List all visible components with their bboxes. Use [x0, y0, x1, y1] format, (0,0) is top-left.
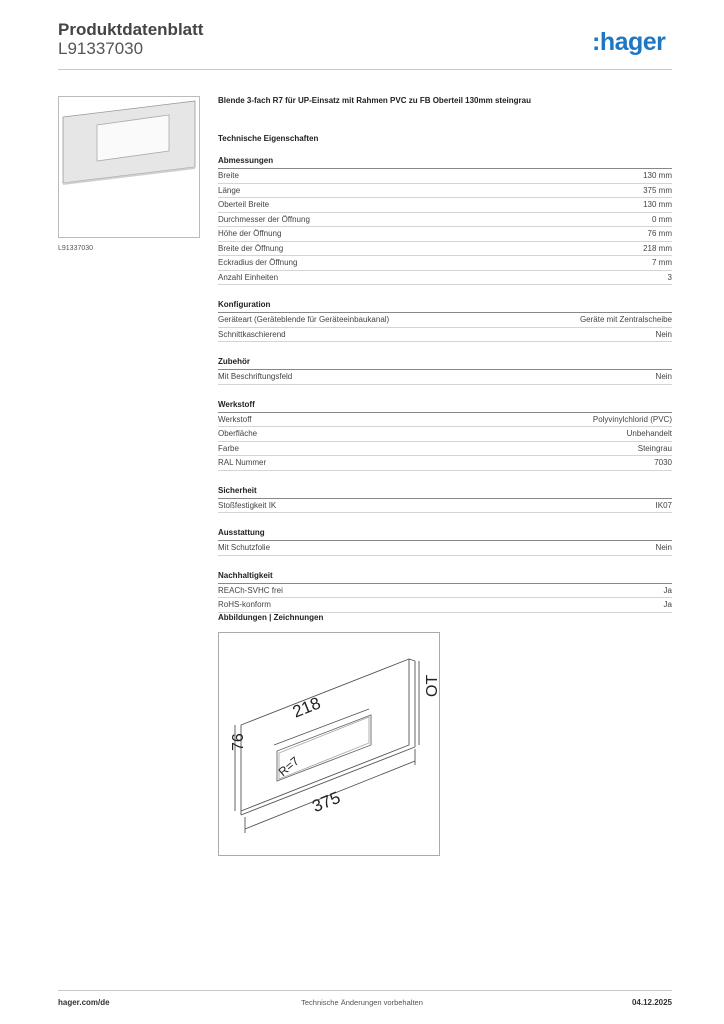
footer-website-link[interactable]: hager.com/de — [58, 998, 110, 1007]
spec-label: RoHS-konform — [218, 600, 271, 609]
technical-properties-heading: Technische Eigenschaften — [218, 134, 319, 143]
spec-row — [218, 499, 672, 514]
spec-value: 7 mm — [652, 258, 672, 267]
spec-label: Breite der Öffnung — [218, 243, 284, 253]
spec-label: Mit Beschriftungsfeld — [218, 372, 293, 381]
spec-group — [218, 527, 672, 556]
dim-radius-label: R=7 — [275, 753, 302, 780]
spec-group — [218, 299, 672, 342]
spec-value: Steingrau — [637, 443, 672, 453]
drawings-heading: Abbildungen | Zeichnungen — [218, 613, 324, 622]
spec-group-title: Sicherheit — [218, 485, 672, 499]
spec-row — [218, 427, 672, 442]
spec-value: 0 mm — [652, 214, 672, 224]
spec-label: Durchmesser der Öffnung — [218, 214, 310, 224]
spec-row — [218, 584, 672, 599]
hager-logo: :hager — [592, 28, 666, 56]
spec-row — [218, 271, 672, 286]
spec-row — [218, 370, 672, 385]
spec-value: 130 mm — [643, 200, 672, 209]
spec-value: Nein — [655, 329, 672, 339]
spec-label: Geräteart (Geräteblende für Geräteeinbaukanal) — [218, 315, 390, 324]
spec-label: Schnittkaschierend — [218, 329, 286, 339]
product-image-graphic — [59, 97, 199, 237]
image-caption: L91337030 — [58, 245, 94, 252]
spec-row — [218, 442, 672, 457]
spec-label: Eckradius der Öffnung — [218, 258, 298, 267]
dim-length-label: 375 — [309, 787, 343, 817]
spec-value: 130 mm — [643, 171, 672, 180]
footer-date: 04.12.2025 — [631, 998, 672, 1007]
spec-panel — [218, 96, 672, 613]
spec-row — [218, 413, 672, 428]
product-title: Blende 3-fach R7 für UP-Einsatz mit Rahmen PVC zu FB Oberteil 130mm steingrau — [218, 96, 531, 105]
footer-divider — [58, 990, 672, 991]
spec-value: 218 mm — [643, 243, 672, 253]
spec-row — [218, 313, 672, 328]
spec-group — [218, 399, 672, 471]
spec-row — [218, 541, 672, 556]
spec-value: Polyvinylchlorid (PVC) — [592, 414, 672, 424]
spec-label: Oberteil Breite — [218, 200, 270, 209]
spec-label: REACh-SVHC frei — [218, 585, 283, 595]
spec-label: Werkstoff — [218, 414, 252, 424]
spec-group-title: Werkstoff — [218, 399, 672, 413]
spec-row — [218, 242, 672, 257]
spec-group-title: Nachhaltigkeit — [218, 570, 672, 584]
spec-value: Nein — [655, 543, 672, 552]
spec-groups — [218, 155, 672, 613]
spec-group-title: Abmessungen — [218, 155, 672, 169]
spec-group — [218, 356, 672, 385]
article-number: L91337030 — [58, 39, 144, 58]
spec-row — [218, 598, 672, 613]
spec-value: Ja — [663, 585, 672, 595]
spec-label: RAL Nummer — [218, 458, 267, 467]
spec-label: Stoßfestigkeit IK — [218, 500, 277, 510]
spec-value: IK07 — [655, 500, 672, 510]
page-title: Produktdatenblatt — [58, 20, 204, 39]
spec-group-title: Konfiguration — [218, 299, 672, 313]
spec-row — [218, 198, 672, 213]
product-image — [58, 96, 200, 238]
spec-row — [218, 227, 672, 242]
spec-value: Nein — [655, 372, 672, 381]
spec-group-title: Zubehör — [218, 356, 672, 370]
spec-row — [218, 256, 672, 271]
spec-value: 3 — [667, 272, 672, 282]
spec-row — [218, 169, 672, 184]
spec-value: 7030 — [654, 458, 672, 467]
spec-label: Länge — [218, 185, 241, 195]
spec-row — [218, 456, 672, 471]
spec-group — [218, 570, 672, 613]
spec-row — [218, 213, 672, 228]
dim-height-label: 76 — [230, 733, 247, 751]
spec-row — [218, 184, 672, 199]
spec-group — [218, 155, 672, 285]
spec-label: Breite — [218, 171, 239, 180]
spec-group-title: Ausstattung — [218, 527, 672, 541]
technical-drawing-graphic — [219, 633, 439, 855]
spec-label: Höhe der Öffnung — [218, 229, 282, 238]
spec-group — [218, 485, 672, 514]
spec-row — [218, 328, 672, 343]
spec-value: Unbehandelt — [626, 429, 672, 438]
spec-label: Anzahl Einheiten — [218, 272, 279, 282]
dim-ot-label: OT — [424, 674, 441, 697]
spec-value: Ja — [663, 600, 672, 609]
header-divider — [58, 69, 672, 70]
spec-label: Oberfläche — [218, 429, 258, 438]
dim-width-label: 218 — [289, 693, 324, 722]
spec-value: Geräte mit Zentralscheibe — [579, 315, 672, 324]
footer-disclaimer: Technische Änderungen vorbehalten — [301, 998, 423, 1007]
spec-label: Farbe — [218, 443, 239, 453]
spec-label: Mit Schutzfolie — [218, 543, 271, 552]
technical-drawing — [218, 632, 440, 856]
spec-value: 76 mm — [647, 229, 672, 238]
spec-value: 375 mm — [643, 185, 672, 195]
